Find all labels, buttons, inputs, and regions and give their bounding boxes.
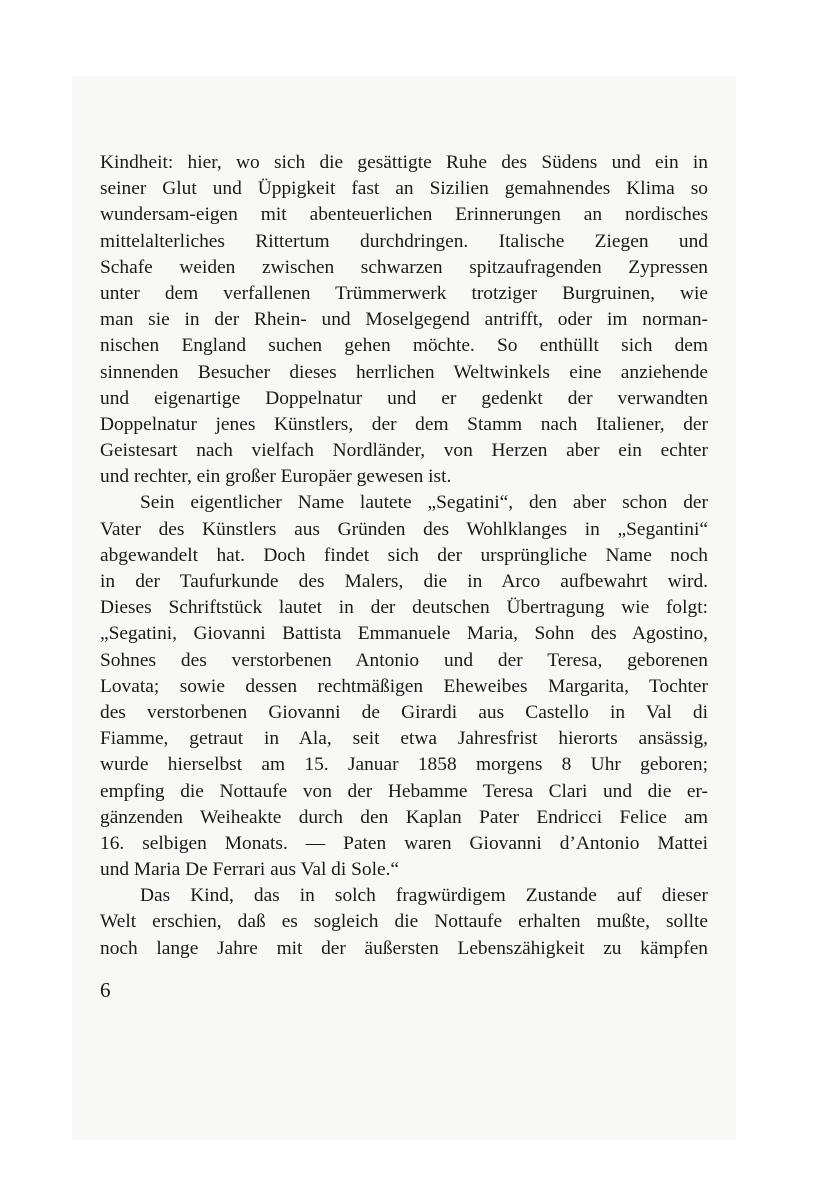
text-line: gänzenden Weiheakte durch den Kaplan Pater Endricci Felice am	[100, 806, 708, 828]
text-line: empfing die Nottaufe von der Hebamme Teresa Clari und die er-	[100, 780, 708, 802]
text-line: und rechter, ein großer Europäer gewesen ist.	[100, 466, 452, 488]
text-line: nischen England suchen gehen möchte. So enthüllt sich dem	[100, 335, 708, 357]
text-line: Das Kind, das in solch fragwürdigem Zustande auf dieser	[140, 885, 708, 907]
paragraph	[100, 883, 708, 962]
paragraph	[100, 150, 708, 490]
text-line: unter dem verfallenen Trümmerwerk trotziger Burgruinen, wie	[100, 282, 708, 304]
text-line: Sein eigentlicher Name lautete „Segatini“, den aber schon der	[140, 492, 708, 514]
text-line: Doppelnatur jenes Künstlers, der dem Stamm nach Italiener, der	[100, 413, 708, 435]
text-line: Fiamme, getraut in Ala, seit etwa Jahresfrist hierorts ansässig,	[100, 728, 708, 750]
text-line: wurde hierselbst am 15. Januar 1858 morgens 8 Uhr geboren;	[100, 754, 708, 776]
text-line: des verstorbenen Giovanni de Girardi aus Castello in Val di	[100, 701, 708, 723]
text-line: Vater des Künstlers aus Gründen des Wohlklanges in „Segantini“	[100, 518, 708, 540]
text-line: und Maria De Ferrari aus Val di Sole.“	[100, 859, 400, 881]
page-number: 6	[100, 978, 111, 1002]
text-line: abgewandelt hat. Doch findet sich der ursprüngliche Name noch	[100, 544, 708, 566]
text-line: 16. selbigen Monats. — Paten waren Giovanni d’Antonio Mattei	[100, 832, 708, 854]
text-line: und eigenartige Doppelnatur und er gedenkt der verwandten	[100, 387, 708, 409]
text-line: Welt erschien, daß es sogleich die Nottaufe erhalten mußte, sollte	[100, 911, 708, 933]
paragraph	[100, 490, 708, 883]
text-line: „Segatini, Giovanni Battista Emmanuele Maria, Sohn des Agostino,	[100, 623, 708, 645]
text-line: noch lange Jahre mit der äußersten Lebenszähigkeit zu kämpfen	[100, 937, 708, 959]
text-line: in der Taufurkunde des Malers, die in Arco aufbewahrt wird.	[100, 571, 708, 592]
text-line: sinnenden Besucher dieses herrlichen Weltwinkels eine anziehende	[100, 361, 708, 383]
text-line: seiner Glut und Üppigkeit fast an Sizilien gemahnendes Klima so	[100, 178, 708, 200]
text-line: mittelalterliches Rittertum durchdringen. Italische Ziegen und	[100, 230, 708, 252]
text-line: man sie in der Rhein- und Moselgegend antrifft, oder im norman-	[100, 309, 708, 331]
text-line: Geistesart nach vielfach Nordländer, von Herzen aber ein echter	[100, 440, 708, 462]
text-line: Kindheit: hier, wo sich die gesättigte Ruhe des Südens und ein in	[100, 152, 708, 173]
text-line: wundersam-eigen mit abenteuerlichen Erinnerungen an nordisches	[100, 204, 708, 226]
body-text	[100, 150, 708, 962]
text-line: Dieses Schriftstück lautet in der deutschen Übertragung wie folgt:	[100, 597, 708, 619]
text-line: Sohnes des verstorbenen Antonio und der Teresa, geborenen	[100, 649, 708, 671]
text-line: Schafe weiden zwischen schwarzen spitzaufragenden Zypressen	[100, 256, 708, 278]
text-line: Lovata; sowie dessen rechtmäßigen Eheweibes Margarita, Tochter	[100, 675, 708, 697]
